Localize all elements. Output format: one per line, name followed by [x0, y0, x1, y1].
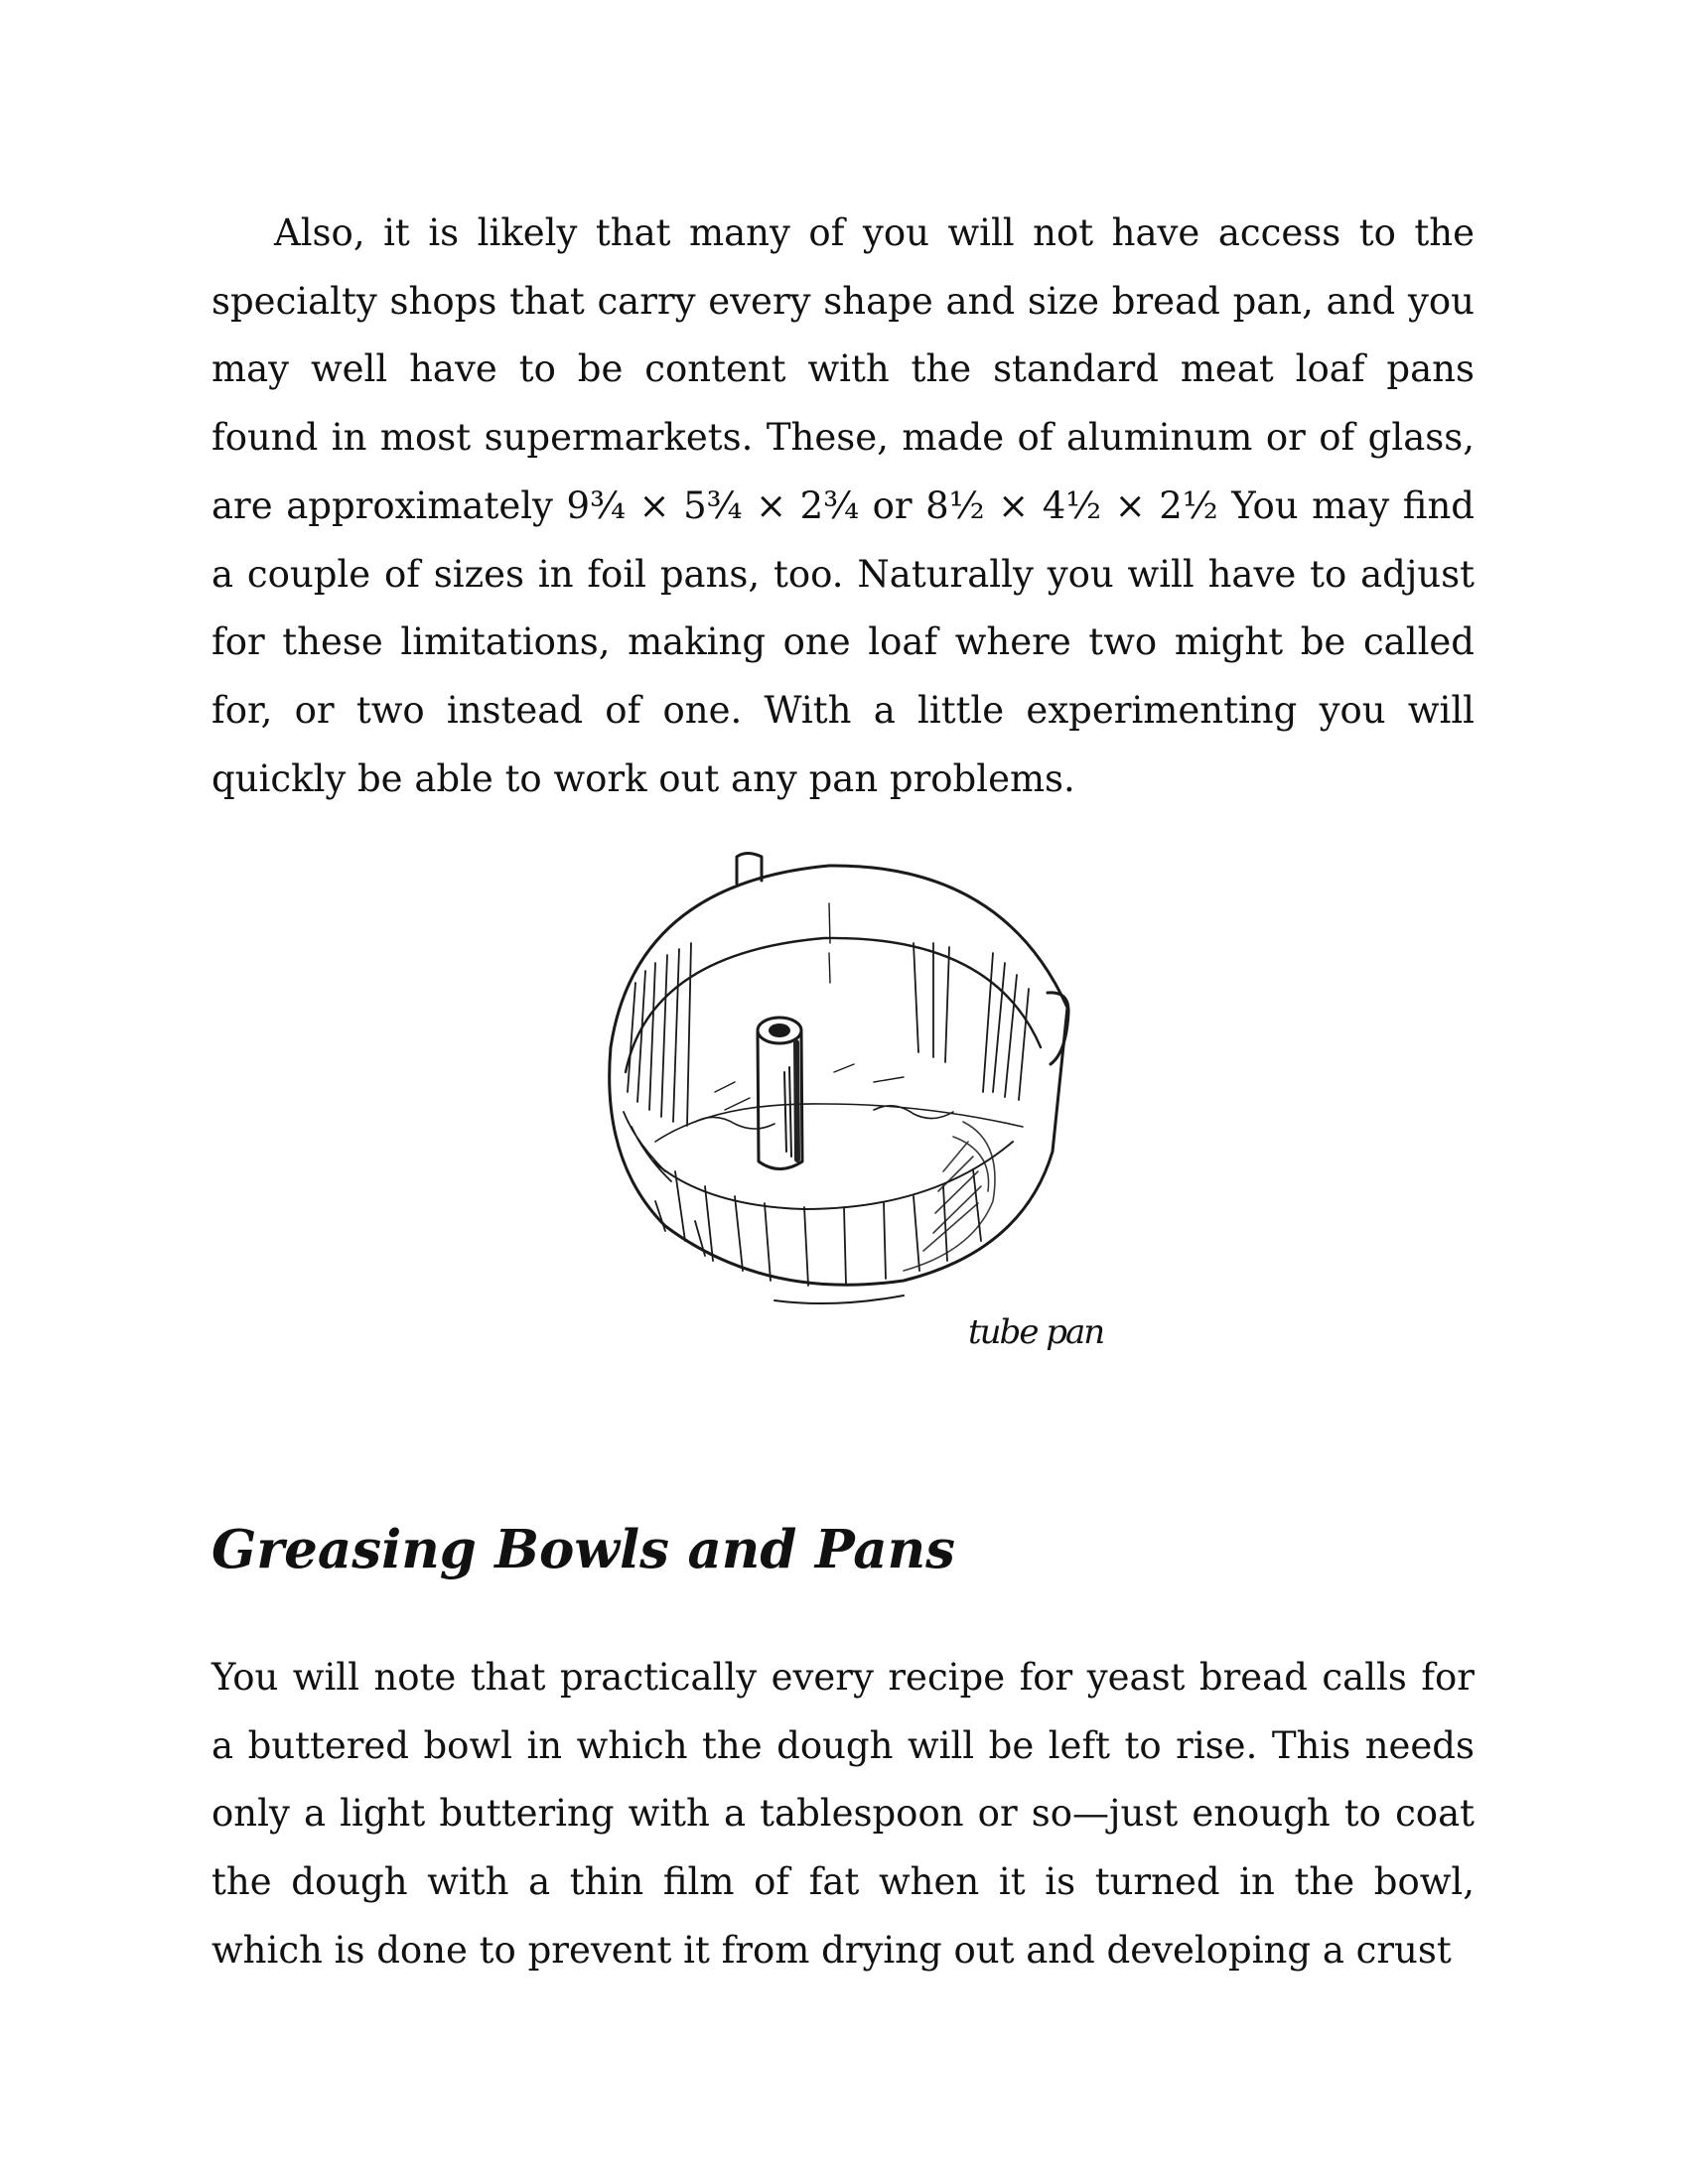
wall-hatching [624, 943, 1029, 1286]
pan-inner-rim [626, 938, 1041, 1072]
tube-pan-illustration [576, 844, 1132, 1380]
body-paragraph: You will note that practically every recipe for yeast bread calls for a buttered bowl in which the dough will be left to rise. This needs only a light buttering with a tablespoon or so—just enough to coat the dough with a thin film of fat when it is turned in the bowl, which is done to prevent it from drying out and developing a crust [211, 1656, 1475, 1972]
center-tube [758, 1018, 802, 1169]
illustration-caption: tube pan [968, 1312, 1104, 1352]
pan-wall [610, 1008, 1067, 1285]
body-paragraph: Also, it is likely that many of you will not have access to the specialty shops that carry every shape and size bread pan, and you may well have to be content with the standard meat loaf pans found in most supermarkets. These, made of aluminum or of glass, are approximately 9¾ × 5¾ × 2¾ or 8½ × 4½ × 2½ You may find a couple of sizes in foil pans, too. Naturally you will have to adjust for these limitations, making one loaf where two might be called for, or two instead of one. With a little experimenting you will quickly be able to work out any pan problems. [211, 211, 1475, 800]
section-heading: Greasing Bowls and Pans [211, 1519, 955, 1580]
